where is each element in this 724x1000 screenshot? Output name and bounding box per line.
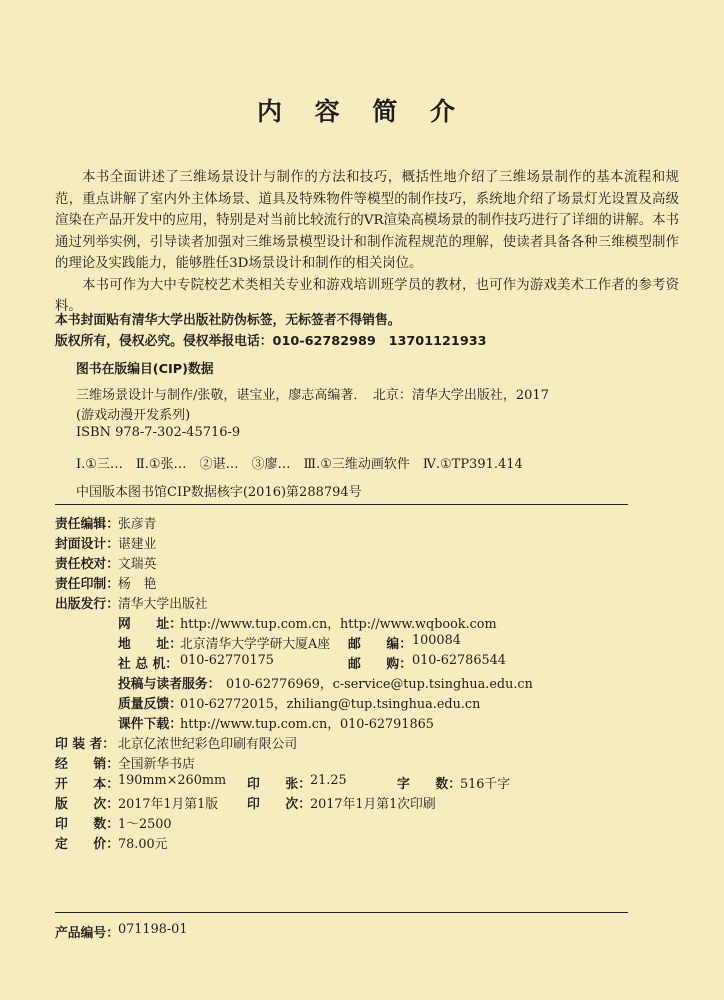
price-label: 定 价： [55,837,119,852]
quality-value: 010-62772015，zhiliang@tup.tsinghua.edu.cn [180,697,481,712]
cover-label: 封面设计： [55,537,119,552]
mail-order-value: 010-62786544 [412,653,506,668]
edition-label: 版 次： [55,797,119,812]
address-label: 地 址： [118,637,182,652]
web-label: 网 址： [118,617,182,632]
intro-text [55,167,679,318]
download-value: http://www.tup.com.cn，010-62791865 [180,717,434,732]
copyright-notice: 版权所有，侵权必究。侵权举报电话：010-62782989 13701121933 [55,334,487,349]
distributor-value: 全国新华书店 [118,757,195,772]
price-value: 78.00元 [118,837,168,852]
edition-value: 2017年1月第1版 [118,797,219,812]
print-run-value: 1～2500 [118,817,172,832]
mail-order-label: 邮 购： [348,657,412,672]
word-count-value: 516千字 [460,777,511,792]
contribution-label: 投稿与读者服务： [118,677,221,692]
editor-value: 张彦青 [118,517,157,532]
cip-line: 中国版本图书馆CIP数据核字(2016)第288794号 [76,485,362,500]
sheets-value: 21.25 [310,773,347,788]
cip-line: (游戏动漫开发系列) [76,408,191,423]
format-value: 190mm×260mm [118,773,227,788]
print-run-label: 印 数： [55,817,119,832]
intro-paragraph: 本书全面讲述了三维场景设计与制作的方法和技巧，概括性地介绍了三维场景制作的基本流程和规范，重点讲解了室内外主体场景、道具及特殊物件等模型的制作技巧，系统地介绍了场景灯光设置及高级渲染在产品开发中的应用，特别是对当前比较流行的VR渲染高模场景的制作技巧进行了详细的讲解。本书通过列举实例，引导读者加强对三维场景模型设计和制作流程规范的理解，使读者具备各种三维模型制作的理论及实践能力，能够胜任3D场景设计和制作的相关岗位。 [55,170,679,271]
cip-line: 三维场景设计与制作/张敬，谌宝业，廖志高编著． 北京：清华大学出版社，2017 [76,388,549,403]
zip-value: 100084 [412,633,461,648]
product-code-value: 071198-01 [118,922,188,937]
cip-heading: 图书在版编目(CIP)数据 [76,362,214,377]
switchboard-value: 010-62770175 [180,653,274,668]
anticounterfeit-notice: 本书封面贴有清华大学出版社防伪标签，无标签者不得销售。 [55,313,401,328]
distributor-label: 经 销： [55,757,119,772]
divider [55,912,628,913]
word-count-label: 字 数： [397,777,461,792]
impression-label: 印 次： [247,797,311,812]
divider [55,504,628,505]
print-label: 责任印制： [55,577,119,592]
cip-line: Ⅰ.①三… Ⅱ.①张… ②谌… ③廖… Ⅲ.①三维动画软件 Ⅳ.①TP391.414 [76,457,523,472]
download-label: 课件下载： [118,717,182,732]
intro-paragraph: 本书可作为大中专院校艺术类相关专业和游戏培训班学员的教材，也可作为游戏美术工作者的参考资料。 [55,277,679,314]
printer-value: 北京亿浓世纪彩色印刷有限公司 [118,737,298,752]
product-code-label: 产品编号： [55,926,119,941]
publisher-label: 出版发行： [55,597,119,612]
sheets-label: 印 张： [247,777,311,792]
cip-line: ISBN 978-7-302-45716-9 [76,425,241,440]
format-label: 开 本： [55,777,119,792]
web-value: http://www.tup.com.cn，http://www.wqbook.com [180,617,497,632]
publisher-value: 清华大学出版社 [118,597,208,612]
proof-value: 文瑞英 [118,557,157,572]
switchboard-label: 社 总 机： [118,657,179,672]
impression-value: 2017年1月第1次印刷 [310,797,436,812]
quality-label: 质量反馈： [118,697,182,712]
printer-label: 印 装 者： [55,737,116,752]
zip-label: 邮 编： [348,637,412,652]
editor-label: 责任编辑： [55,517,119,532]
contribution-value: 010-62776969，c-service@tup.tsinghua.edu.cn [226,677,533,692]
address-value: 北京清华大学学研大厦A座 [180,637,331,652]
print-value: 杨 艳 [118,577,157,592]
proof-label: 责任校对： [55,557,119,572]
cover-value: 谌建业 [118,537,157,552]
page-title: 内 容 简 介 [256,97,468,126]
